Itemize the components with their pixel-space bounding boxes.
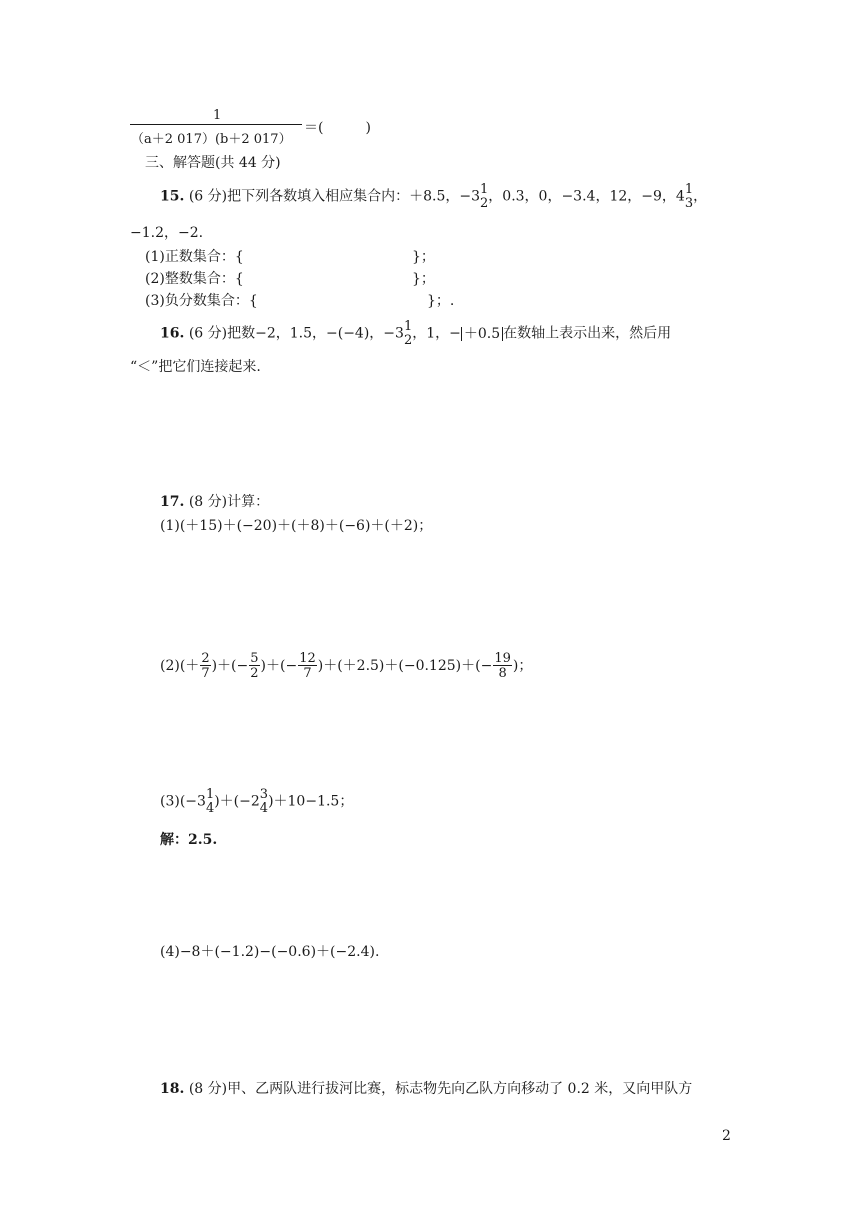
fraction-12-7: $\frac{12}{7}$ bbox=[299, 651, 316, 681]
set-negative-fraction-end: }；. bbox=[427, 293, 455, 309]
set-positive-end: }； bbox=[412, 249, 435, 265]
question-17-part-4: (4)−8＋(−1.2)−(−0.6)＋(−2.4). bbox=[160, 944, 380, 960]
set-negative-fraction-label: (3)负分数集合：{ bbox=[145, 293, 258, 309]
question-17-answer: 解：2.5. bbox=[160, 832, 218, 848]
question-16-text-a: (6 分)把数−2，1.5，−(−4)，−3 bbox=[188, 325, 404, 342]
question-16-text-b: ，1，− bbox=[412, 325, 461, 342]
expr-text: (＋ bbox=[179, 658, 200, 674]
absolute-value: ＋0.5 bbox=[461, 327, 503, 341]
expr-text: )＋(− bbox=[260, 658, 298, 674]
set-integer-end: }； bbox=[412, 271, 435, 287]
question-16-line2: “＜”把它们连接起来. bbox=[130, 359, 261, 375]
expr-text: )＋(− bbox=[211, 658, 249, 674]
expr-text: )＋(−2 bbox=[214, 793, 260, 810]
expr-text: )＋10−1.5； bbox=[268, 793, 354, 810]
question-18-text: (8 分)甲、乙两队进行拔河比赛，标志物先向乙队方向移动了 0.2 米，又向甲队方 bbox=[188, 1081, 693, 1097]
expr-text: )＋(＋2.5)＋(−0.125)＋(− bbox=[317, 658, 493, 674]
question-16-text-c: 在数轴上表示出来，然后用 bbox=[503, 325, 672, 342]
question-15-number: 15. bbox=[160, 188, 185, 205]
top-fraction-numerator: 1 bbox=[213, 108, 222, 123]
fraction-19-8: $\frac{19}{8}$ bbox=[494, 651, 511, 681]
fraction-1-4: 1 4 bbox=[205, 787, 215, 816]
part-2-label: (2) bbox=[160, 658, 180, 674]
expr-text: )； bbox=[512, 658, 533, 674]
fraction-2-7: $\frac{2}{7}$ bbox=[201, 651, 210, 681]
fraction-one-third: 1 3 bbox=[684, 182, 694, 211]
top-fraction-equals-blank: ＝( ) bbox=[304, 120, 371, 136]
question-17-number: 17. bbox=[160, 494, 185, 510]
expr-text: (3)(−3 bbox=[160, 793, 206, 810]
question-18-line1 bbox=[160, 1078, 692, 1098]
question-16-number: 16. bbox=[160, 325, 185, 342]
set-positive-label: (1)正数集合：{ bbox=[145, 249, 244, 265]
set-integer-label: (2)整数集合：{ bbox=[145, 271, 244, 287]
question-17-part-1: (1)(＋15)＋(−20)＋(＋8)＋(−6)＋(＋2)； bbox=[160, 518, 433, 534]
question-17-title: (8 分)计算： bbox=[188, 494, 270, 510]
question-16-line1 bbox=[160, 320, 671, 347]
question-15-text-b: ，0.3，0，−3.4，12，−9，4 bbox=[488, 188, 685, 205]
question-15-text-c: ， bbox=[693, 188, 708, 205]
question-17-part-2 bbox=[160, 652, 532, 680]
question-15-text-a: (6 分)把下列各数填入相应集合内：＋8.5，−3 bbox=[188, 188, 480, 205]
top-fraction-bar bbox=[130, 124, 302, 125]
page-number: 2 bbox=[722, 1128, 731, 1144]
question-15-line2: −1.2，−2. bbox=[130, 225, 204, 241]
question-17-header bbox=[160, 491, 269, 511]
top-fraction-denominator: （a＋2 017）(b＋2 017） bbox=[131, 132, 292, 147]
fraction-one-half: 1 2 bbox=[403, 319, 413, 348]
fraction-5-2: $\frac{5}{2}$ bbox=[250, 651, 259, 681]
fraction-3-4: 3 4 bbox=[259, 787, 269, 816]
section-heading: 三、解答题(共 44 分) bbox=[145, 155, 281, 171]
fraction-one-half: 1 2 bbox=[480, 182, 489, 211]
question-18-number: 18. bbox=[160, 1081, 185, 1097]
question-17-part-3 bbox=[160, 788, 353, 815]
question-15-line1 bbox=[160, 183, 707, 210]
